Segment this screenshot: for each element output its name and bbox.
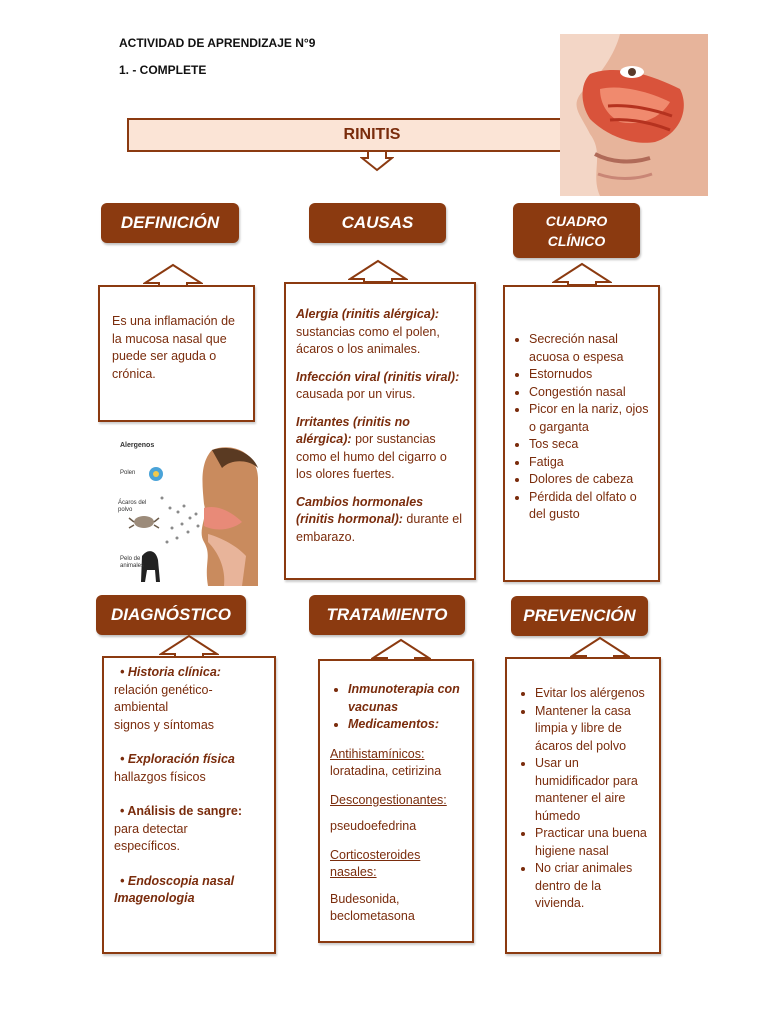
causas-up-arrow-icon — [348, 259, 408, 283]
causa-item: Cambios hormonales (rinitis hormonal): durante el embarazo. — [296, 494, 463, 544]
trat-h2: Descongestionantes: — [330, 792, 447, 807]
rinitis-banner: RINITIS — [127, 118, 617, 152]
cuadro-label-line2: CLÍNICO — [547, 232, 606, 249]
sintoma-item: • Congestión nasal — [529, 384, 652, 402]
alergenos-title: Alergenos — [120, 442, 155, 449]
cuadro-label-line1: CUADRO — [545, 212, 608, 229]
diagnostico-up-arrow-icon — [159, 634, 219, 658]
diagnostico-box — [102, 656, 276, 954]
definicion-text: Es una inflamación de la mucosa nasal que puede ser aguda o crónica. — [112, 314, 235, 381]
sintoma-item: • Fatiga — [529, 454, 652, 472]
pelo-label-l2: animales — [120, 563, 145, 569]
diag-item2-l1: hallazgos físicos — [114, 769, 206, 784]
causas-box — [284, 282, 476, 580]
sintoma-item: • Secreción nasal acuosa o espesa — [529, 331, 652, 366]
definicion-pill: DEFINICIÓN — [101, 203, 239, 243]
definicion-box — [98, 285, 255, 422]
trat-h3-l1: Corticosteroides — [330, 847, 421, 862]
prevencion-pill: PREVENCIÓN — [511, 596, 648, 636]
diag-item1-l3: signos y síntomas — [114, 717, 215, 732]
definicion-up-arrow-icon — [143, 263, 203, 287]
causas-pill: CAUSAS — [309, 203, 446, 243]
prevencion-box — [505, 657, 661, 954]
diag-item3-l2: específicos. — [114, 839, 181, 853]
pelo-label-l1: Pelo de — [120, 556, 141, 562]
sintoma-item: • Pérdida del olfato o del gusto — [529, 489, 652, 524]
nasal-anatomy-image — [560, 34, 708, 196]
trat-h3-l2: nasales: — [330, 865, 377, 879]
diag-item2-head: • Exploración física — [120, 752, 235, 766]
causa-item: Irritantes (rinitis no alérgica): por sustancias como el humo del cigarro o los olores fuertes. — [296, 414, 447, 481]
prevencion-item: • Mantener la casa limpia y libre de ácaros del polvo — [535, 703, 653, 756]
prevencion-item: • Usar un humidificador para mantener el aire húmedo — [535, 755, 653, 825]
sintoma-item: • Estornudos — [529, 366, 652, 384]
trat-bullet2: • Medicamentos: — [348, 716, 466, 734]
diag-item1-l2: ambiental — [114, 700, 169, 714]
acaros-label-l2: polvo — [118, 507, 133, 513]
prevencion-item: • No criar animales dentro de la vivienda. — [535, 860, 653, 913]
diag-item3-head: • Análisis de sangre: — [120, 804, 243, 818]
prevencion-item: • Evitar los alérgenos — [535, 685, 653, 703]
cuadro-up-arrow-icon — [552, 262, 612, 286]
banner-down-arrow-icon — [360, 150, 394, 172]
document-title: ACTIVIDAD DE APRENDIZAJE N°9 — [119, 36, 316, 50]
causa-item: Infección viral (rinitis viral): causada por un virus. — [296, 369, 460, 401]
trat-t2: pseudoefedrina — [330, 819, 417, 833]
sintoma-item: • Tos seca — [529, 436, 652, 454]
diagnostico-pill: DIAGNÓSTICO — [96, 595, 246, 635]
trat-t3-l2: beclometasona — [330, 909, 415, 923]
allergen-illustration — [112, 438, 260, 586]
tratamiento-box — [318, 659, 474, 943]
polen-label: Polen — [120, 470, 136, 476]
cuadro-clinico-pill — [513, 203, 640, 258]
diag-item4-l1: Imagenologia — [114, 891, 195, 905]
document-subtitle: 1. - COMPLETE — [119, 63, 207, 77]
diag-item1-head: • Historia clínica: — [120, 665, 221, 679]
trat-h1: Antihistamínicos: — [330, 746, 425, 761]
tratamiento-pill: TRATAMIENTO — [309, 595, 465, 635]
diag-item4-head: • Endoscopia nasal — [120, 873, 235, 888]
trat-t1: loratadina, cetirizina — [330, 764, 442, 778]
prevencion-item: • Practicar una buena higiene nasal — [535, 825, 653, 860]
diag-item3-l1: para detectar — [114, 821, 188, 836]
acaros-label-l1: Ácaros del — [118, 500, 147, 506]
sintoma-item: • Dolores de cabeza — [529, 471, 652, 489]
diag-item1-l1: relación genético- — [114, 682, 213, 697]
trat-t3-l1: Budesonida, — [330, 891, 400, 906]
cuadro-box — [503, 285, 660, 582]
causa-item: Alergia (rinitis alérgica): sustancias como el polen, ácaros o los animales. — [296, 307, 440, 356]
sintoma-item: • Picor en la nariz, ojos o garganta — [529, 401, 652, 436]
trat-bullet1: • Inmunoterapia con vacunas — [348, 681, 466, 716]
